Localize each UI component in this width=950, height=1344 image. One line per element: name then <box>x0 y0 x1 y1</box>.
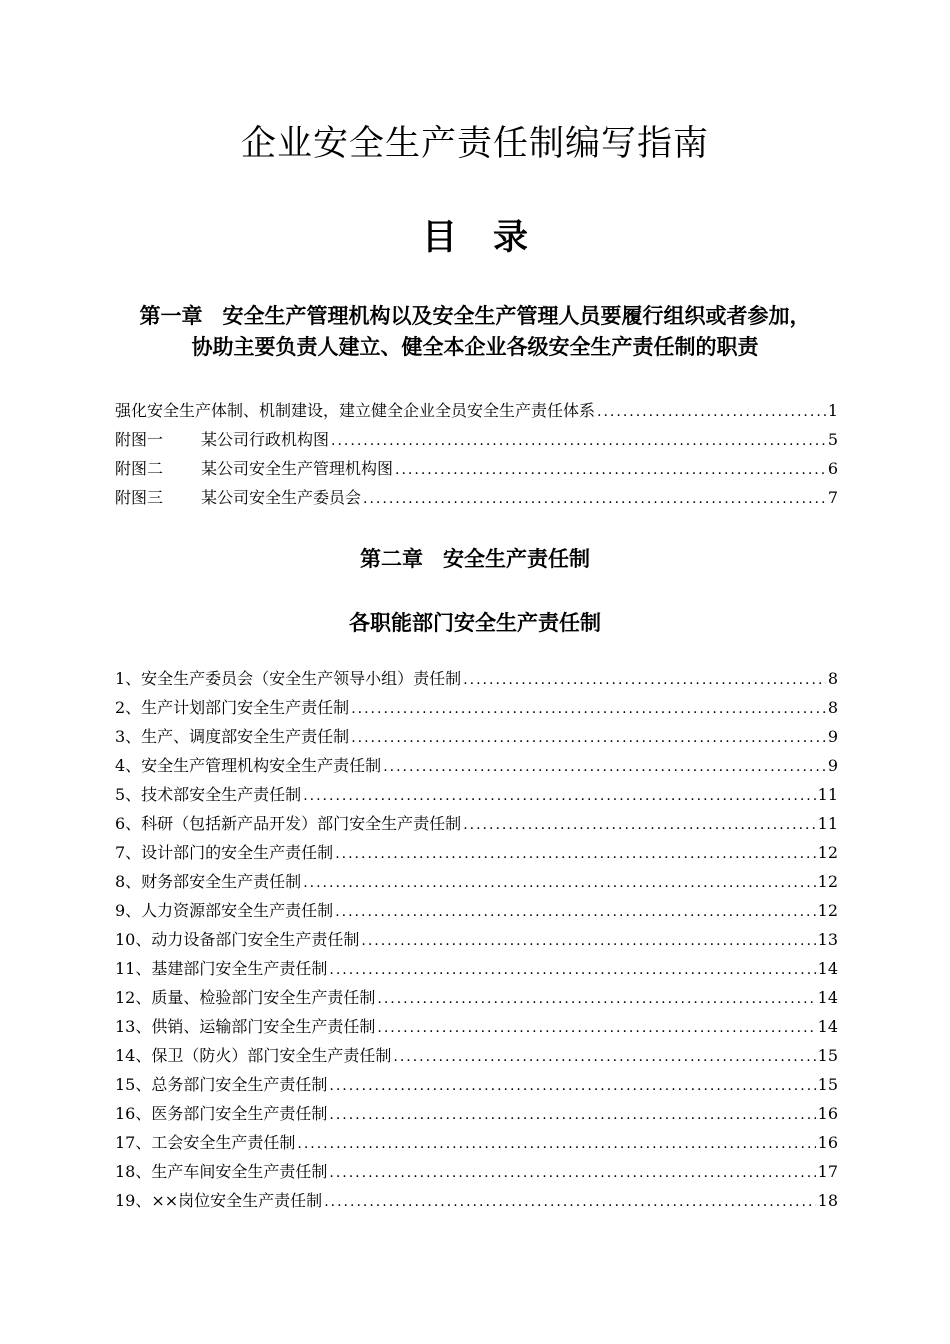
toc-entry[interactable] <box>115 666 838 695</box>
toc-heading <box>0 210 950 260</box>
dot-leader <box>303 788 815 804</box>
toc-entry-label: 15、总务部门安全生产责任制 <box>115 1075 328 1094</box>
chapter-1-heading-line-1 <box>100 301 850 332</box>
dot-leader <box>361 933 815 949</box>
chapter-1-heading <box>100 301 850 363</box>
toc-entry[interactable] <box>115 695 838 724</box>
toc-entry-page: 16 <box>817 1133 838 1152</box>
toc-entry-page: 14 <box>817 1017 838 1036</box>
toc-entry[interactable] <box>115 1014 838 1043</box>
toc-entry-label: 附图一 某公司行政机构图 <box>115 427 329 450</box>
dot-leader <box>351 730 826 746</box>
toc-entry-page: 15 <box>817 1075 838 1094</box>
toc-entry-label: 附图三 某公司安全生产委员会 <box>115 485 361 508</box>
dot-leader <box>329 962 815 978</box>
toc-entry-label: 3、生产、调度部安全生产责任制 <box>115 727 350 746</box>
toc-entry-label: 11、基建部门安全生产责任制 <box>115 959 328 978</box>
dot-leader <box>297 1136 815 1152</box>
toc-entry-label: 16、医务部门安全生产责任制 <box>115 1104 328 1123</box>
toc-entry[interactable] <box>115 869 838 898</box>
toc-entry-label: 强化安全生产体制、机制建设，建立健全企业全员安全生产责任体系 <box>115 401 596 420</box>
toc-entry[interactable] <box>115 456 838 485</box>
dot-leader <box>335 846 815 862</box>
toc-entry-label: 19、××岗位安全生产责任制 <box>115 1191 323 1210</box>
toc-entry-page: 9 <box>827 727 838 746</box>
toc-entry-page: 14 <box>817 988 838 1007</box>
toc-entry-page: 12 <box>817 901 838 920</box>
appendix-figure-number: 附图二 <box>115 459 164 478</box>
toc-entry-page: 9 <box>827 756 838 775</box>
chapter-2-heading <box>100 544 850 575</box>
toc-entry[interactable] <box>115 485 838 514</box>
toc-entry-page: 11 <box>817 785 838 804</box>
toc-entry-label: 7、设计部门的安全生产责任制 <box>115 843 334 862</box>
toc-entry-label: 12、质量、检验部门安全生产责任制 <box>115 988 376 1007</box>
toc-entry-page: 15 <box>817 1046 838 1065</box>
toc-entry[interactable] <box>115 927 838 956</box>
toc-entry-label: 10、动力设备部门安全生产责任制 <box>115 930 360 949</box>
toc-entry-page: 8 <box>827 698 838 717</box>
toc-entry-page: 11 <box>817 814 838 833</box>
toc-entry[interactable] <box>115 985 838 1014</box>
chapter-2-title: 安全生产责任制 <box>443 547 590 571</box>
toc-entry-label: 17、工会安全生产责任制 <box>115 1133 296 1152</box>
dot-leader <box>395 462 826 478</box>
toc-entry-label: 14、保卫（防火）部门安全生产责任制 <box>115 1046 392 1065</box>
appendix-figure-number: 附图一 <box>115 430 164 449</box>
toc-entry-page: 7 <box>827 488 838 507</box>
dot-leader <box>597 404 826 420</box>
toc-entry[interactable] <box>115 782 838 811</box>
toc-entry[interactable] <box>115 1159 838 1188</box>
dot-leader <box>463 672 826 688</box>
toc-heading-char-2: 录 <box>493 218 529 258</box>
toc-entry-label: 1、安全生产委员会（安全生产领导小组）责任制 <box>115 669 462 688</box>
dot-leader <box>383 759 826 775</box>
toc-entry[interactable] <box>115 398 838 427</box>
chapter-2-number: 第二章 <box>360 547 423 571</box>
toc-entry-page: 14 <box>817 959 838 978</box>
dot-leader <box>303 875 815 891</box>
toc-heading-char-1: 目 <box>421 218 457 258</box>
dot-leader <box>329 1078 815 1094</box>
chapter-1-title-line-1: 安全生产管理机构以及安全生产管理人员要履行组织或者参加， <box>222 304 811 328</box>
toc-entry-label: 5、技术部安全生产责任制 <box>115 785 302 804</box>
dot-leader <box>331 433 826 449</box>
toc-entry[interactable] <box>115 898 838 927</box>
toc-entry[interactable] <box>115 1130 838 1159</box>
chapter-1-toc-list <box>115 398 838 514</box>
chapter-1-title-line-2: 协助主要负责人建立、健全本企业各级安全生产责任制的职责 <box>191 335 759 359</box>
dot-leader <box>351 701 826 717</box>
toc-entry[interactable] <box>115 753 838 782</box>
toc-entry-page: 5 <box>827 430 838 449</box>
toc-entry[interactable] <box>115 1043 838 1072</box>
toc-entry-page: 12 <box>817 843 838 862</box>
toc-entry-page: 17 <box>817 1162 838 1181</box>
dot-leader <box>377 1020 815 1036</box>
toc-entry-label: 4、安全生产管理机构安全生产责任制 <box>115 756 382 775</box>
toc-entry-page: 18 <box>817 1191 838 1210</box>
toc-entry-page: 1 <box>827 401 838 420</box>
dot-leader <box>363 491 826 507</box>
document-title: 企业安全生产责任制编写指南 <box>240 124 709 164</box>
toc-entry-label: 6、科研（包括新产品开发）部门安全生产责任制 <box>115 814 462 833</box>
toc-entry[interactable] <box>115 724 838 753</box>
toc-entry-page: 6 <box>827 459 838 478</box>
dot-leader <box>329 1165 815 1181</box>
toc-entry-page: 12 <box>817 872 838 891</box>
appendix-figure-number: 附图三 <box>115 488 164 507</box>
dot-leader <box>329 1107 815 1123</box>
toc-entry-label: 18、生产车间安全生产责任制 <box>115 1162 328 1181</box>
toc-entry-page: 13 <box>817 930 838 949</box>
toc-entry-label: 13、供销、运输部门安全生产责任制 <box>115 1017 376 1036</box>
toc-entry-label: 8、财务部安全生产责任制 <box>115 872 302 891</box>
toc-entry[interactable] <box>115 427 838 456</box>
toc-entry-label: 9、人力资源部安全生产责任制 <box>115 901 334 920</box>
section-heading: 各职能部门安全生产责任制 <box>349 611 601 635</box>
toc-entry-label: 2、生产计划部门安全生产责任制 <box>115 698 350 717</box>
toc-entry[interactable] <box>115 1188 838 1217</box>
toc-entry[interactable] <box>115 840 838 869</box>
chapter-2-toc-list <box>115 666 838 1217</box>
toc-entry[interactable] <box>115 1101 838 1130</box>
dot-leader <box>463 817 815 833</box>
toc-entry[interactable] <box>115 1072 838 1101</box>
toc-entry-page: 16 <box>817 1104 838 1123</box>
dot-leader <box>324 1194 815 1210</box>
chapter-1-number: 第一章 <box>139 304 203 328</box>
toc-entry-label: 附图二 某公司安全生产管理机构图 <box>115 456 393 479</box>
dot-leader <box>377 991 815 1007</box>
toc-entry[interactable] <box>115 811 838 840</box>
toc-entry-page: 8 <box>827 669 838 688</box>
dot-leader <box>393 1049 815 1065</box>
toc-entry[interactable] <box>115 956 838 985</box>
dot-leader <box>335 904 815 920</box>
